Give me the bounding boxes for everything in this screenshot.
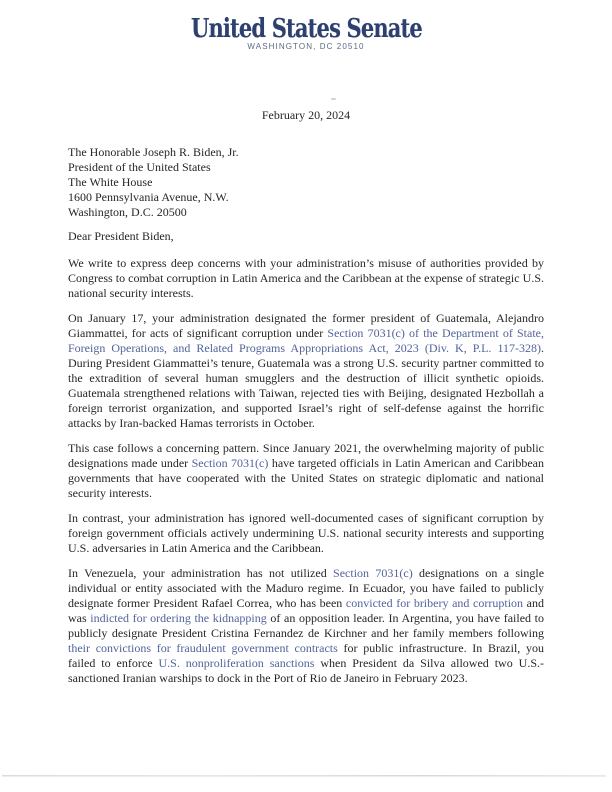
paragraph-text: when President da Silva allowed two U.S.-sanctioned Iranian warships to dock in the Port of Rio de Janeiro in February 2023.	[68, 656, 545, 685]
letterhead-address: WASHINGTON, DC 20510	[247, 42, 365, 51]
paragraph-text: designations on a single individual or entity associated with the Maduro regime. In Ecuador, you have failed to publicly designate former President Rafael Correa, who has been	[68, 566, 545, 610]
letterhead-title: United States Senate	[190, 12, 422, 44]
letter-paragraph	[68, 511, 544, 556]
recipient-address-line: President of the United States	[68, 160, 211, 174]
letter-paragraph	[68, 566, 544, 686]
hyperlink-text[interactable]: Section 7031(c) of the Department of State, Foreign Operations, and Related Programs Appropriations Act, 2023 (Div. K, P.L. 117-328)	[68, 326, 544, 355]
paragraph-text: for public infrastructure. In Brazil, you failed to enforce	[68, 641, 545, 670]
paragraph-text: . During President Giammattei’s tenure, Guatemala was a strong U.S. security partner committed to the extradition of several human smugglers and the destruction of illicit synthetic opioids. Guatemala strengthened relations with Taiwan, rejected ties with Beijing, designated Hezbollah a foreign terrorist organization, and supported Israel’s right of self-defense against the horrific attacks by Iran-backed Hamas terrorists in October.	[68, 341, 544, 430]
paragraph-text: of an opposition leader. In Argentina, you have failed to publicly designate President Cristina Fernandez de Kirchner and her family members following	[68, 611, 545, 640]
recipient-address-line: The Honorable Joseph R. Biden, Jr.	[68, 145, 239, 159]
recipient-address-line: The White House	[68, 175, 153, 189]
paragraph-text: and was	[68, 596, 545, 625]
hyperlink-text[interactable]: Section 7031(c)	[333, 566, 413, 580]
hyperlink-text[interactable]: indicted for ordering the kidnapping	[90, 611, 267, 625]
letter-body	[68, 256, 544, 686]
hyperlink-text[interactable]: Section 7031(c)	[191, 456, 269, 470]
salutation: Dear President Biden,	[68, 229, 174, 243]
letter-paragraph	[68, 256, 544, 301]
hyperlink-text[interactable]: convicted for bribery and corruption	[345, 596, 524, 610]
scan-artifact-line	[2, 775, 606, 776]
letter-paragraph	[68, 441, 544, 501]
letter-paragraph	[68, 311, 544, 431]
scan-artifact-dot	[331, 98, 336, 100]
letterhead	[0, 0, 612, 51]
date-line: February 20, 2024	[261, 108, 351, 122]
paragraph-text: On January 17, your administration designated the former president of Guatemala, Alejandro Giammattei, for acts of significant corruption under	[68, 311, 544, 340]
paragraph-text: have targeted officials in Latin American and Caribbean governments that have cooperated with the United States on strategic diplomatic and national security interests.	[68, 456, 544, 500]
paragraph-text: We write to express deep concerns with your administration’s misuse of authorities provided by Congress to combat corruption in Latin America and the Caribbean at the expense of strategic U.S. national security interests.	[68, 256, 544, 300]
paragraph-text: In contrast, your administration has ignored well-documented cases of significant corruption by foreign government officials actively undermining U.S. national security interests and supporting U.S. adversaries in Latin America and the Caribbean.	[68, 511, 544, 555]
letter-content	[68, 108, 544, 686]
hyperlink-text[interactable]: their convictions for fraudulent government contracts	[68, 641, 338, 655]
hyperlink-text[interactable]: U.S. nonproliferation sanctions	[158, 656, 315, 670]
paragraph-text: In Venezuela, your administration has not utilized	[68, 566, 334, 580]
recipient-address-line: 1600 Pennsylvania Avenue, N.W.	[68, 190, 229, 204]
recipient-address	[68, 145, 544, 220]
recipient-address-line: Washington, D.C. 20500	[68, 205, 187, 219]
paragraph-text: This case follows a concerning pattern. Since January 2021, the overwhelming majority of public designations made under	[68, 441, 544, 470]
